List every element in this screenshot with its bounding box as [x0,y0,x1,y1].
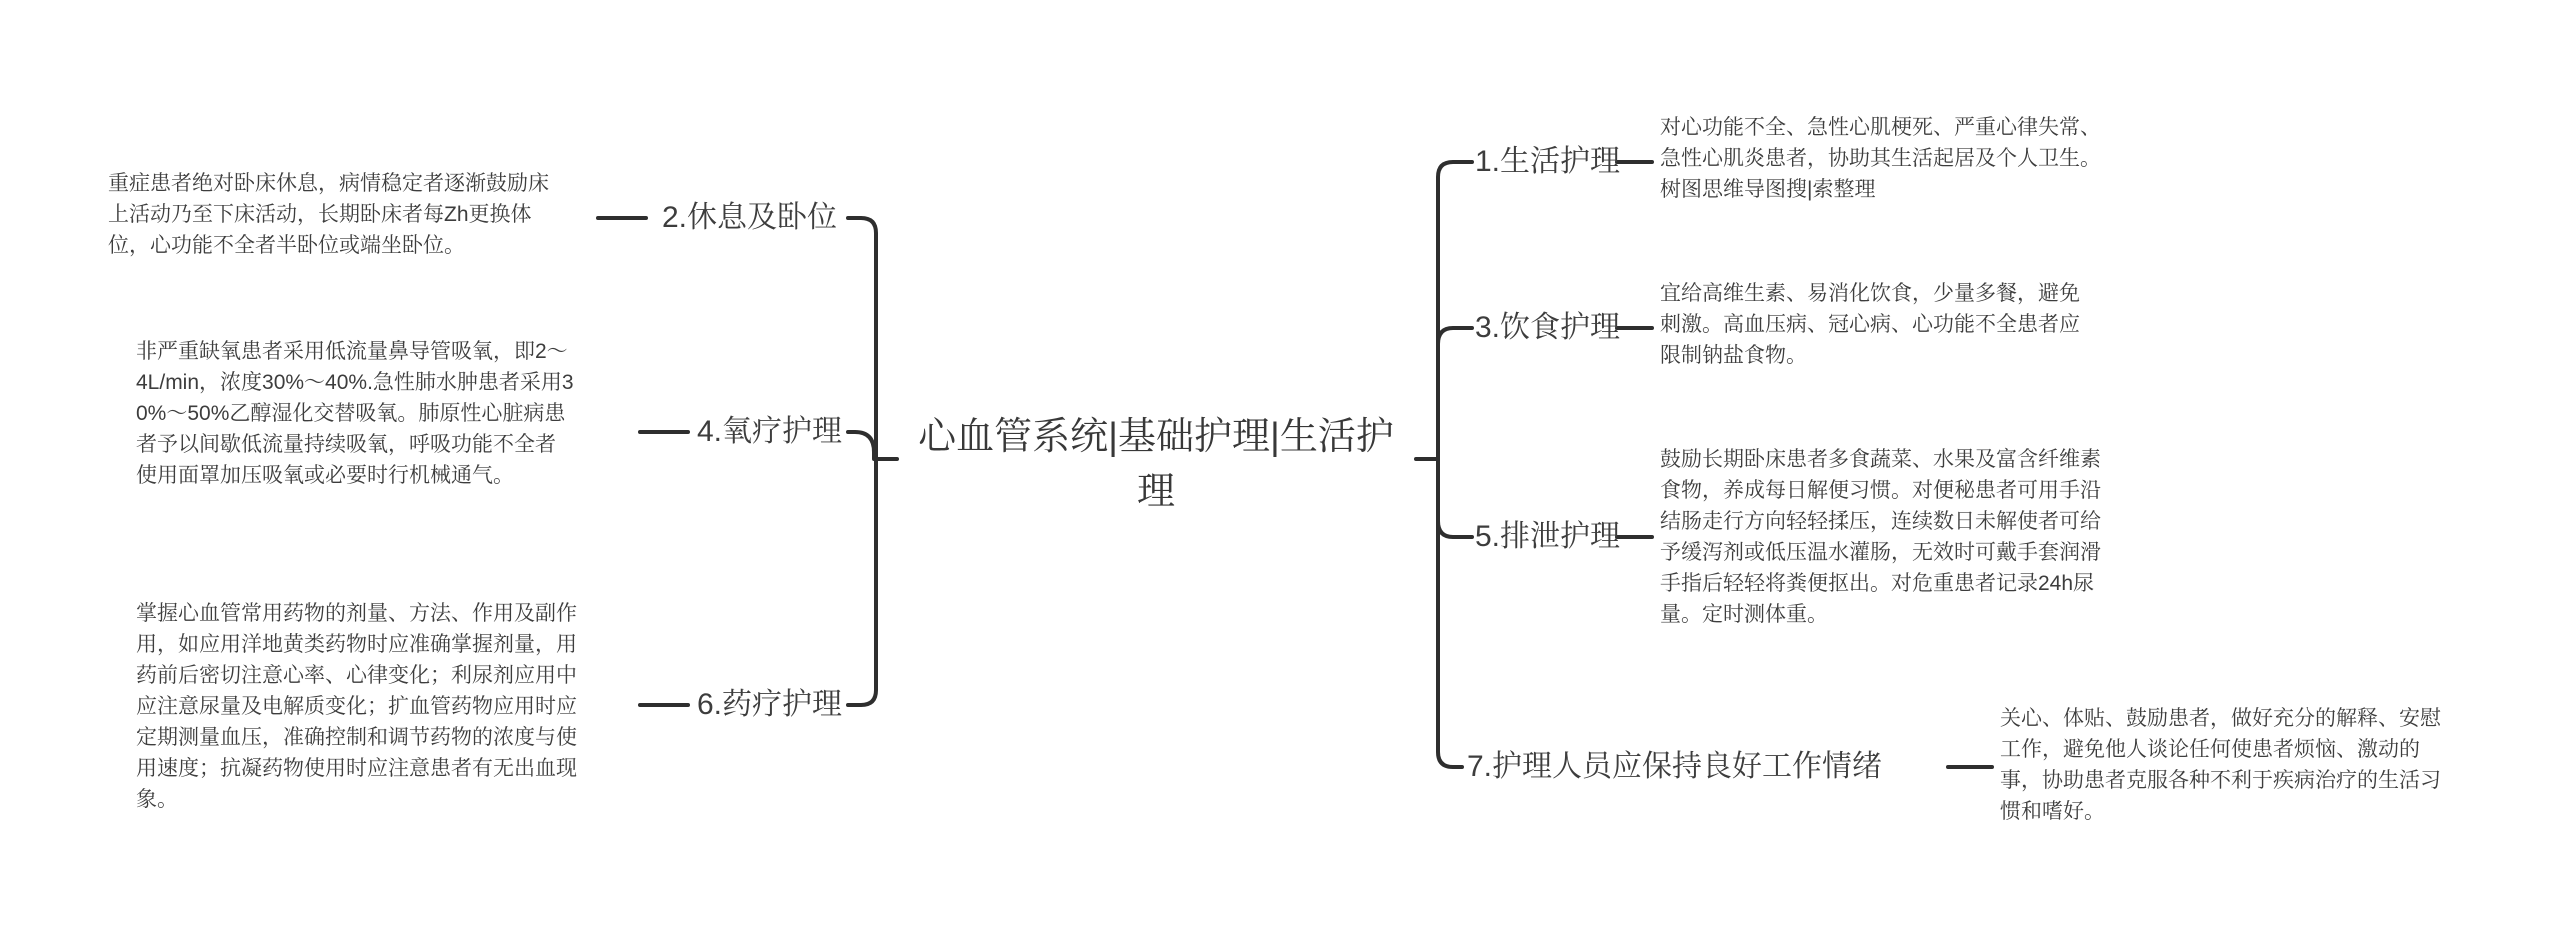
detail-rest-position[interactable]: 重症患者绝对卧床休息，病情稳定者逐渐鼓励床上活动乃至下床活动，长期卧床者每Zh更换体位，心功能不全者半卧位或端坐卧位。 [108,172,549,257]
branch-label-diet-care[interactable]: 3.饮食护理 [1475,311,1621,344]
connector-right-trunk [1438,162,1472,767]
branch-label-medication-care[interactable]: 6.药疗护理 [697,688,843,721]
connector-right-branch-5 [1438,521,1472,537]
connector-right-branch-3 [1438,328,1472,344]
branch-label-excretion-care[interactable]: 5.排泄护理 [1475,520,1621,553]
detail-excretion-care[interactable]: 鼓励长期卧床患者多食蔬菜、水果及富含纤维素食物，养成每日解便习惯。对便秘患者可用手沿结肠走行方向轻轻揉压，连续数日未解使者可给予缓泻剂或低压温水灌肠，无效时可戴手套润滑手指后轻轻将粪便抠出。对危重患者记录24h尿量。定时测体重。 [1660,448,2101,626]
connector-left-trunk [848,218,876,705]
branch-label-oxygen-care[interactable]: 4.氧疗护理 [697,415,843,448]
root-node-title[interactable]: 心血管系统|基础护理|生活护理 [918,416,1394,513]
detail-nurse-mood[interactable]: 关心、体贴、鼓励患者，做好充分的解释、安慰工作，避免他人谈论任何使患者烦恼、激动的事，协助患者克服各种不利于疾病治疗的生活习惯和嗜好。 [2000,707,2441,823]
detail-oxygen-care[interactable]: 非严重缺氧患者采用低流量鼻导管吸氧，即2～4L/min，浓度30%～40%.急性肺水肿患者采用30%～50%乙醇湿化交替吸氧。肺原性心脏病患者予以间歇低流量持续吸氧，呼吸功能不全者使用面罩加压吸氧或必要时行机械通气。 [136,340,574,487]
detail-medication-care[interactable]: 掌握心血管常用药物的剂量、方法、作用及副作用，如应用洋地黄类药物时应准确掌握剂量，用药前后密切注意心率、心律变化；利尿剂应用中应注意尿量及电解质变化；扩血管药物应用时应定期测量血压，准确控制和调节药物的浓度与使用速度；抗凝药物使用时应注意患者有无出血现象。 [136,602,577,811]
branch-label-nurse-mood[interactable]: 7.护理人员应保持良好工作情绪 [1467,750,1883,783]
branch-label-daily-life-care[interactable]: 1.生活护理 [1475,145,1621,178]
branch-label-rest-position[interactable]: 2.休息及卧位 [662,201,838,234]
detail-daily-life-care[interactable]: 对心功能不全、急性心肌梗死、严重心律失常、急性心肌炎患者，协助其生活起居及个人卫生。树图思维导图搜|索整理 [1660,116,2101,201]
detail-diet-care[interactable]: 宜给高维生素、易消化饮食，少量多餐，避免刺激。高血压病、冠心病、心功能不全患者应限制钠盐食物。 [1660,282,2080,367]
connector-left-branch-4 [848,432,874,459]
